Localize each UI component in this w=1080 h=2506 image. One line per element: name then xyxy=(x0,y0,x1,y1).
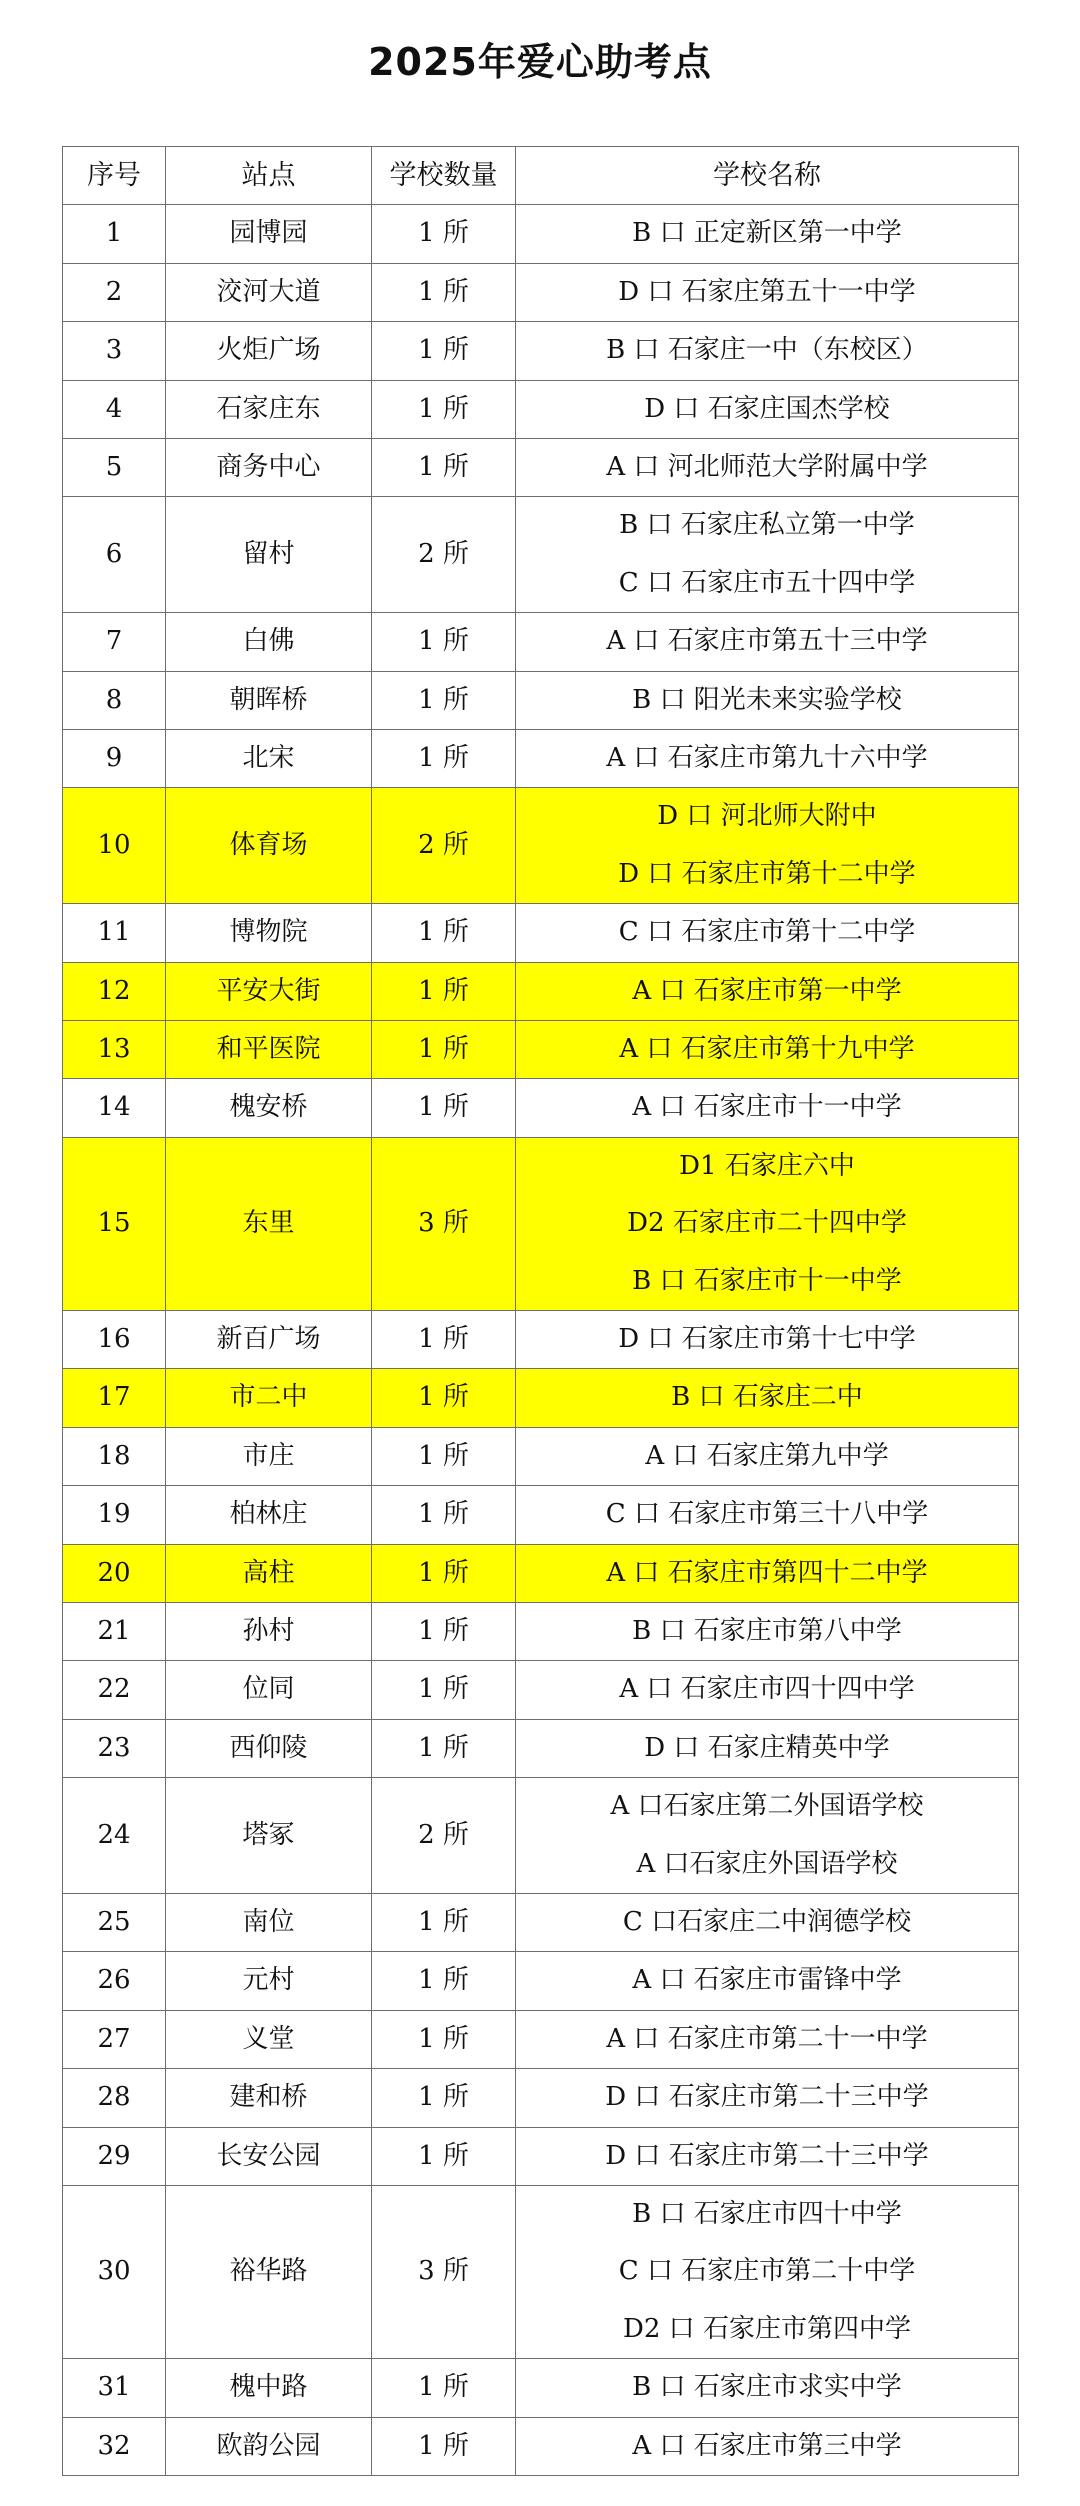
cell-school-count: 1 所 xyxy=(372,322,516,380)
cell-school-names xyxy=(516,1486,1019,1544)
table-row xyxy=(63,1427,1019,1485)
school-name: D 口 石家庄精英中学 xyxy=(644,1732,890,1763)
school-name: A 口 石家庄市第二十一中学 xyxy=(606,2023,928,2054)
cell-index: 22 xyxy=(63,1661,166,1719)
table-row xyxy=(63,904,1019,962)
table-row xyxy=(63,1369,1019,1427)
cell-station: 留村 xyxy=(166,497,372,613)
cell-index: 3 xyxy=(63,322,166,380)
school-name: A 口 石家庄市雷锋中学 xyxy=(632,1965,902,1996)
cell-school-names xyxy=(516,2069,1019,2127)
cell-school-count: 1 所 xyxy=(372,1719,516,1777)
cell-station: 和平医院 xyxy=(166,1021,372,1079)
cell-school-count: 2 所 xyxy=(372,788,516,904)
cell-school-count: 1 所 xyxy=(372,1427,516,1485)
cell-index: 13 xyxy=(63,1021,166,1079)
cell-station: 塔冢 xyxy=(166,1778,372,1894)
cell-school-names xyxy=(516,1719,1019,1777)
table-row xyxy=(63,1486,1019,1544)
cell-station: 市二中 xyxy=(166,1369,372,1427)
school-name: D 口 石家庄市第二十三中学 xyxy=(605,2082,929,2113)
cell-station: 朝晖桥 xyxy=(166,671,372,729)
cell-station: 商务中心 xyxy=(166,439,372,497)
cell-school-names xyxy=(516,1894,1019,1952)
cell-school-count: 1 所 xyxy=(372,2010,516,2068)
cell-school-count: 1 所 xyxy=(372,671,516,729)
cell-school-names xyxy=(516,380,1019,438)
table-row xyxy=(63,380,1019,438)
cell-index: 21 xyxy=(63,1603,166,1661)
cell-school-count: 1 所 xyxy=(372,205,516,263)
school-name: A 口石家庄第二外国语学校 xyxy=(610,1791,924,1822)
cell-school-count: 1 所 xyxy=(372,2417,516,2475)
table-row xyxy=(63,1544,1019,1602)
table-row xyxy=(63,2127,1019,2185)
cell-index: 7 xyxy=(63,613,166,671)
cell-station: 裕华路 xyxy=(166,2186,372,2359)
cell-school-names xyxy=(516,1952,1019,2010)
cell-school-count: 1 所 xyxy=(372,962,516,1020)
school-name: D 口 石家庄市第二十三中学 xyxy=(605,2140,929,2171)
cell-station: 长安公园 xyxy=(166,2127,372,2185)
cell-school-count: 1 所 xyxy=(372,730,516,788)
school-name: A 口石家庄外国语学校 xyxy=(636,1848,898,1879)
table-row xyxy=(63,205,1019,263)
cell-school-names xyxy=(516,1544,1019,1602)
table-header-row xyxy=(63,147,1019,205)
school-name: D 口 石家庄市第十二中学 xyxy=(618,858,916,889)
cell-school-count: 1 所 xyxy=(372,613,516,671)
cell-index: 10 xyxy=(63,788,166,904)
cell-school-names xyxy=(516,322,1019,380)
table-row xyxy=(63,497,1019,613)
header-school-name: 学校名称 xyxy=(516,147,1019,205)
school-name: A 口 石家庄市第三中学 xyxy=(632,2430,902,2461)
cell-school-count: 1 所 xyxy=(372,1544,516,1602)
cell-school-names xyxy=(516,1311,1019,1369)
cell-school-count: 3 所 xyxy=(372,2186,516,2359)
cell-station: 柏林庄 xyxy=(166,1486,372,1544)
header-index: 序号 xyxy=(63,147,166,205)
cell-school-count: 1 所 xyxy=(372,380,516,438)
cell-school-names xyxy=(516,205,1019,263)
cell-index: 2 xyxy=(63,263,166,321)
school-name: B 口 石家庄一中（东校区） xyxy=(606,335,928,366)
cell-index: 24 xyxy=(63,1778,166,1894)
cell-school-names xyxy=(516,904,1019,962)
school-name: D 口 石家庄第五十一中学 xyxy=(618,276,916,307)
table-row xyxy=(63,2186,1019,2359)
school-name: A 口 石家庄市四十四中学 xyxy=(619,1674,915,1705)
table-row xyxy=(63,1603,1019,1661)
cell-school-count: 1 所 xyxy=(372,904,516,962)
cell-school-names xyxy=(516,2186,1019,2359)
cell-station: 欧韵公园 xyxy=(166,2417,372,2475)
cell-school-count: 1 所 xyxy=(372,1369,516,1427)
cell-school-count: 1 所 xyxy=(372,1603,516,1661)
table-row xyxy=(63,1952,1019,2010)
cell-index: 6 xyxy=(63,497,166,613)
page-title: 2025年爱心助考点 xyxy=(368,40,712,84)
cell-station: 东里 xyxy=(166,1137,372,1310)
cell-school-names xyxy=(516,1369,1019,1427)
cell-school-names xyxy=(516,439,1019,497)
table-row xyxy=(63,1021,1019,1079)
cell-school-names xyxy=(516,2127,1019,2185)
table-row xyxy=(63,788,1019,904)
cell-index: 19 xyxy=(63,1486,166,1544)
cell-school-names xyxy=(516,497,1019,613)
school-name: C 口 石家庄市第三十八中学 xyxy=(605,1499,929,1530)
school-name: A 口 石家庄市第四十二中学 xyxy=(606,1557,928,1588)
table-row xyxy=(63,2069,1019,2127)
table-row xyxy=(63,1137,1019,1310)
cell-school-names xyxy=(516,1079,1019,1137)
school-name: B 口 阳光未来实验学校 xyxy=(632,684,902,715)
cell-index: 28 xyxy=(63,2069,166,2127)
school-name: C 口 石家庄市五十四中学 xyxy=(618,567,916,598)
cell-school-count: 2 所 xyxy=(372,1778,516,1894)
school-name: B 口 石家庄市求实中学 xyxy=(632,2372,902,2403)
cell-station: 石家庄东 xyxy=(166,380,372,438)
cell-school-count: 3 所 xyxy=(372,1137,516,1310)
cell-index: 14 xyxy=(63,1079,166,1137)
school-name: A 口 石家庄第九中学 xyxy=(645,1440,889,1471)
cell-school-count: 1 所 xyxy=(372,1021,516,1079)
school-name: B 口 石家庄市四十中学 xyxy=(632,2199,902,2230)
school-name: B 口 正定新区第一中学 xyxy=(632,218,902,249)
school-name: D 口 石家庄市第十七中学 xyxy=(618,1324,916,1355)
cell-index: 26 xyxy=(63,1952,166,2010)
cell-school-count: 1 所 xyxy=(372,1661,516,1719)
cell-index: 32 xyxy=(63,2417,166,2475)
cell-station: 槐中路 xyxy=(166,2359,372,2417)
school-name: A 口 石家庄市第十九中学 xyxy=(619,1034,915,1065)
cell-station: 白佛 xyxy=(166,613,372,671)
school-name: B 口 石家庄市十一中学 xyxy=(632,1265,902,1296)
school-name: C 口石家庄二中润德学校 xyxy=(622,1907,912,1938)
cell-station: 位同 xyxy=(166,1661,372,1719)
cell-index: 29 xyxy=(63,2127,166,2185)
cell-school-names xyxy=(516,613,1019,671)
header-school-count: 学校数量 xyxy=(372,147,516,205)
cell-school-count: 1 所 xyxy=(372,2069,516,2127)
cell-school-count: 1 所 xyxy=(372,1952,516,2010)
school-name: A 口 石家庄市十一中学 xyxy=(632,1092,902,1123)
table-row xyxy=(63,263,1019,321)
table-row xyxy=(63,730,1019,788)
cell-station: 南位 xyxy=(166,1894,372,1952)
school-name: D 口 河北师大附中 xyxy=(657,801,877,832)
school-name: A 口 石家庄市第九十六中学 xyxy=(606,743,928,774)
table-row xyxy=(63,2359,1019,2417)
cell-school-names xyxy=(516,1778,1019,1894)
cell-school-names xyxy=(516,788,1019,904)
school-name: D 口 石家庄国杰学校 xyxy=(644,393,890,424)
cell-station: 北宋 xyxy=(166,730,372,788)
cell-school-count: 1 所 xyxy=(372,439,516,497)
cell-school-names xyxy=(516,962,1019,1020)
table-row xyxy=(63,1778,1019,1894)
school-name: C 口 石家庄市第二十中学 xyxy=(618,2256,916,2287)
cell-station: 元村 xyxy=(166,1952,372,2010)
cell-index: 15 xyxy=(63,1137,166,1310)
exam-support-table xyxy=(62,146,1019,2476)
school-name: D2 石家庄市二十四中学 xyxy=(627,1208,907,1239)
cell-station: 火炬广场 xyxy=(166,322,372,380)
cell-station: 市庄 xyxy=(166,1427,372,1485)
cell-index: 4 xyxy=(63,380,166,438)
cell-station: 博物院 xyxy=(166,904,372,962)
cell-index: 20 xyxy=(63,1544,166,1602)
cell-station: 高柱 xyxy=(166,1544,372,1602)
cell-index: 16 xyxy=(63,1311,166,1369)
cell-school-count: 1 所 xyxy=(372,1894,516,1952)
school-name: D1 石家庄六中 xyxy=(679,1150,855,1181)
school-name: B 口 石家庄私立第一中学 xyxy=(619,510,915,541)
cell-station: 平安大街 xyxy=(166,962,372,1020)
cell-school-names xyxy=(516,1603,1019,1661)
cell-index: 8 xyxy=(63,671,166,729)
table-row xyxy=(63,1719,1019,1777)
school-name: A 口 石家庄市第一中学 xyxy=(632,975,902,1006)
table-row xyxy=(63,1311,1019,1369)
cell-index: 23 xyxy=(63,1719,166,1777)
cell-index: 31 xyxy=(63,2359,166,2417)
cell-school-count: 1 所 xyxy=(372,1486,516,1544)
cell-school-names xyxy=(516,2359,1019,2417)
cell-school-count: 1 所 xyxy=(372,1079,516,1137)
cell-index: 11 xyxy=(63,904,166,962)
table-body xyxy=(63,205,1019,2476)
cell-station: 体育场 xyxy=(166,788,372,904)
cell-station: 新百广场 xyxy=(166,1311,372,1369)
table-row xyxy=(63,1894,1019,1952)
school-name: B 口 石家庄市第八中学 xyxy=(632,1616,902,1647)
cell-index: 12 xyxy=(63,962,166,1020)
table-row xyxy=(63,1661,1019,1719)
cell-school-count: 1 所 xyxy=(372,2127,516,2185)
cell-school-names xyxy=(516,730,1019,788)
cell-index: 25 xyxy=(63,1894,166,1952)
cell-school-names xyxy=(516,1137,1019,1310)
school-name: B 口 石家庄二中 xyxy=(671,1382,863,1413)
cell-school-names xyxy=(516,1021,1019,1079)
cell-index: 1 xyxy=(63,205,166,263)
table-row xyxy=(63,962,1019,1020)
cell-station: 洨河大道 xyxy=(166,263,372,321)
table-row xyxy=(63,613,1019,671)
cell-index: 17 xyxy=(63,1369,166,1427)
cell-station: 园博园 xyxy=(166,205,372,263)
cell-index: 27 xyxy=(63,2010,166,2068)
table-row xyxy=(63,2010,1019,2068)
school-name: D2 口 石家庄市第四中学 xyxy=(623,2313,911,2344)
table-row xyxy=(63,322,1019,380)
cell-station: 西仰陵 xyxy=(166,1719,372,1777)
table-row xyxy=(63,671,1019,729)
cell-school-names xyxy=(516,2010,1019,2068)
cell-index: 5 xyxy=(63,439,166,497)
cell-school-count: 1 所 xyxy=(372,263,516,321)
table-row xyxy=(63,2417,1019,2475)
cell-school-names xyxy=(516,671,1019,729)
cell-school-names xyxy=(516,1427,1019,1485)
cell-station: 义堂 xyxy=(166,2010,372,2068)
cell-station: 孙村 xyxy=(166,1603,372,1661)
table-row xyxy=(63,1079,1019,1137)
cell-school-count: 1 所 xyxy=(372,1311,516,1369)
cell-school-names xyxy=(516,2417,1019,2475)
cell-station: 槐安桥 xyxy=(166,1079,372,1137)
school-name: A 口 石家庄市第五十三中学 xyxy=(606,626,928,657)
cell-school-count: 1 所 xyxy=(372,2359,516,2417)
cell-school-names xyxy=(516,1661,1019,1719)
cell-index: 18 xyxy=(63,1427,166,1485)
table-row xyxy=(63,439,1019,497)
school-name: C 口 石家庄市第十二中学 xyxy=(618,917,916,948)
cell-school-count: 2 所 xyxy=(372,497,516,613)
school-name: A 口 河北师范大学附属中学 xyxy=(606,452,928,483)
cell-school-names xyxy=(516,263,1019,321)
cell-index: 9 xyxy=(63,730,166,788)
header-station: 站点 xyxy=(166,147,372,205)
cell-index: 30 xyxy=(63,2186,166,2359)
cell-station: 建和桥 xyxy=(166,2069,372,2127)
